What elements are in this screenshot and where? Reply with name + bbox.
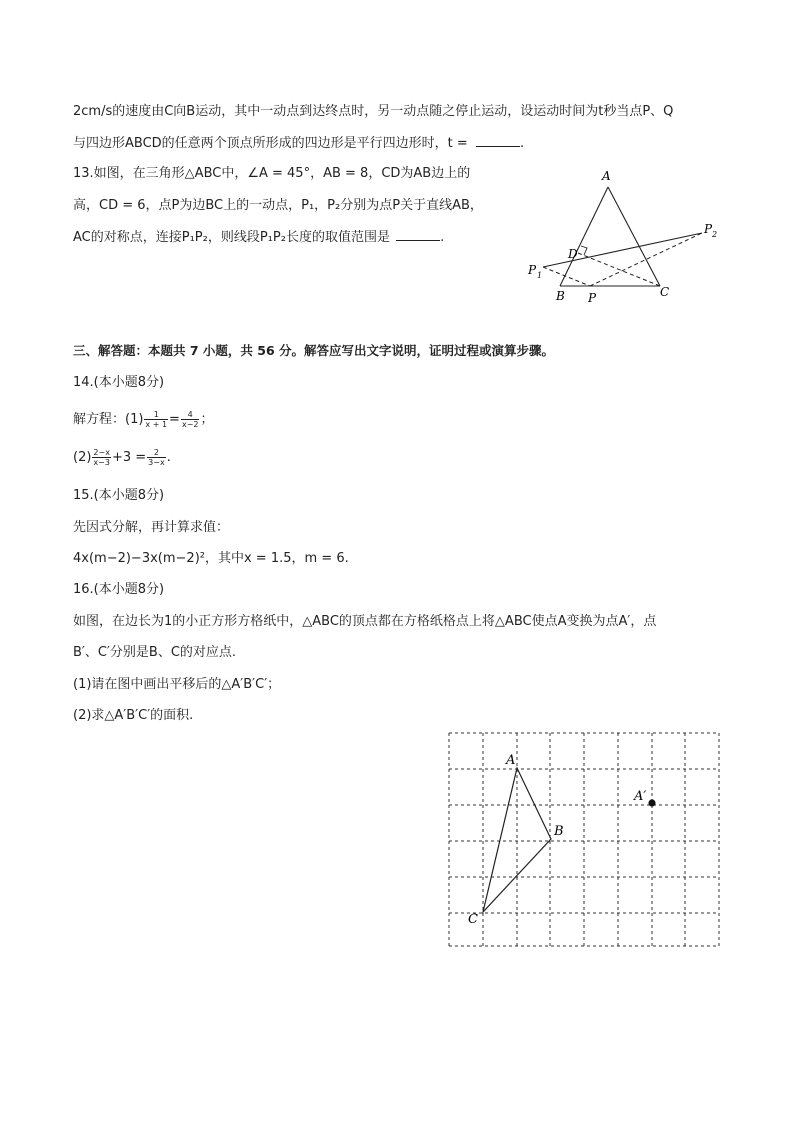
section3-heading: 三、解答题：本题共 7 小题，共 56 分。解答应写出文字说明，证明过程或演算步骤。	[73, 343, 555, 358]
q14-fraction-2	[181, 410, 200, 429]
q14-f2-num: 4	[181, 410, 200, 420]
q12-line1: 2cm/s的速度由C向B运动，其中一动点到达终点时，另一动点随之停止运动，设运动时间为t秒当点P、Q	[73, 104, 674, 119]
q14-part2	[73, 444, 171, 472]
q15-line1: 先因式分解，再计算求值：	[73, 520, 230, 535]
q14-f4-num: 2	[147, 448, 166, 458]
q12-line2-text: 与四边形ABCD的任意两个顶点所形成的四边形是平行四边形时，t =	[73, 136, 468, 151]
q15-line2: 4x(m−2)−3x(m−2)²，其中x = 1.5，m = 6.	[73, 551, 349, 566]
label-p: P	[588, 291, 597, 305]
label-p1-sub: 1	[537, 271, 543, 280]
q13-answer-blank[interactable]	[396, 228, 440, 241]
q14-f3-den: x−3	[93, 458, 110, 467]
grid-label-c: C	[468, 912, 478, 927]
label-b: B	[556, 289, 565, 303]
label-p2: P	[704, 222, 713, 236]
grid-lines	[449, 733, 719, 946]
segment-ac	[608, 187, 660, 286]
q14-fraction-4	[147, 448, 166, 467]
segment-pp1	[543, 267, 590, 286]
q15-title: 15.(本小题8分)	[73, 488, 165, 503]
label-d: D	[568, 247, 578, 261]
segment-cd	[578, 253, 660, 286]
q14-end2: .	[166, 450, 171, 465]
q13-line3	[73, 228, 444, 248]
q13-line1: 13.如图，在三角形△ABC中，∠A = 45°，AB = 8，CD为AB边上的	[73, 166, 471, 181]
q13-line3-text: AC的对称点，连接P₁P₂，则线段P₁P₂长度的取值范围是	[73, 230, 390, 245]
segment-ab	[560, 187, 608, 286]
q14-p2-label: (2)	[73, 450, 92, 465]
q14-part1	[73, 406, 214, 434]
q16-title: 16.(本小题8分)	[73, 582, 165, 597]
segment-p1p2	[543, 233, 702, 267]
q16-line2: B′、C′分别是B、C的对应点.	[73, 645, 237, 660]
q14-end1: ；	[200, 412, 214, 427]
q12-line2-end: .	[519, 136, 525, 151]
label-p1: P	[528, 263, 537, 277]
label-p2-sub: 2	[712, 230, 718, 239]
q12-answer-blank[interactable]	[476, 134, 520, 147]
q16-line1: 如图，在边长为1的小正方形方格纸中，△ABC的顶点都在方格纸格点上将△ABC使点A变换为点A′，点	[73, 614, 657, 629]
q13-line3-end: .	[440, 230, 445, 245]
q14-f4-den: 3−x	[148, 458, 165, 467]
q14-mid2: +3 =	[111, 450, 147, 465]
q16-grid-figure	[444, 726, 726, 952]
q13-line2: 高，CD = 6，点P为边BC上的一动点，P₁，P₂分别为点P关于直线AB，	[73, 198, 483, 213]
q14-fraction-3	[92, 448, 111, 467]
q16-part1: (1)请在图中画出平移后的△A′B′C′；	[73, 677, 281, 692]
q14-intro: 解方程：(1)	[73, 412, 144, 427]
q14-title: 14.(本小题8分)	[73, 375, 165, 390]
label-c: C	[660, 285, 670, 299]
grid-label-a-prime: A′	[634, 789, 647, 804]
q16-part2: (2)求△A′B′C′的面积.	[73, 708, 194, 723]
q14-f1-num: 1	[144, 410, 168, 420]
q14-f2-den: x−2	[181, 420, 199, 429]
label-a: A	[602, 169, 611, 183]
grid-label-a: A	[506, 753, 516, 768]
q12-line2	[73, 134, 524, 154]
q14-f1-den: x + 1	[145, 420, 168, 429]
right-angle-mark	[581, 246, 587, 255]
point-a-prime[interactable]	[648, 799, 655, 806]
grid-label-b: B	[554, 824, 564, 839]
q14-fraction-1	[144, 410, 168, 429]
q13-triangle-figure	[520, 160, 730, 310]
q14-eq1: =	[169, 412, 180, 427]
q14-f3-num: 2−x	[93, 448, 110, 457]
